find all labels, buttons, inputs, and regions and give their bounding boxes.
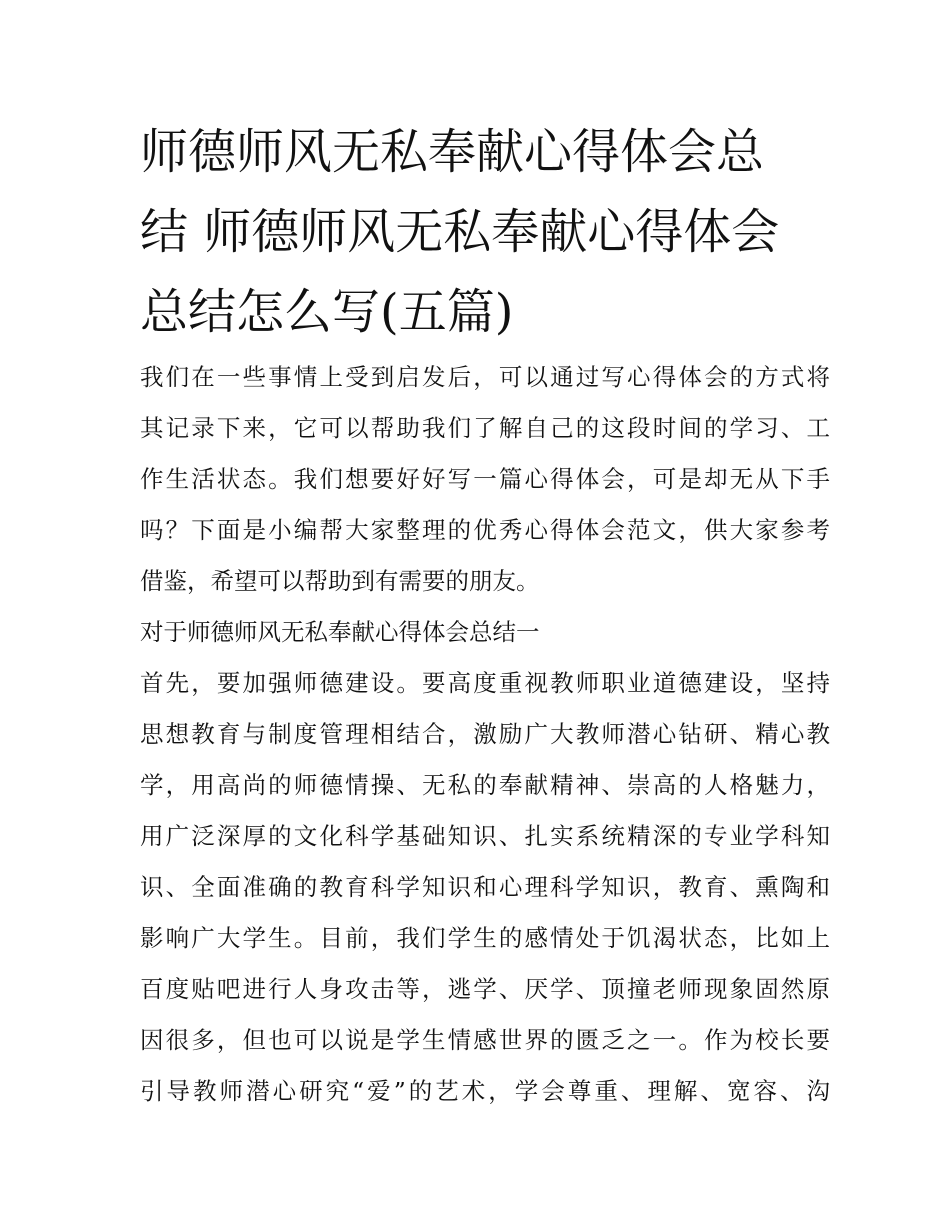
text-line: 作生活状态。我们想要好好写一篇心得体会，可是却无从下手 <box>140 465 830 493</box>
document-title <box>140 112 830 352</box>
text-line: 因很多，但也可以说是学生情感世界的匮乏之一。作为校长要 <box>140 1026 830 1054</box>
text-line: 用广泛深厚的文化科学基础知识、扎实系统精深的专业学科知 <box>140 822 830 850</box>
title-line: 总结怎么写(五篇) <box>140 284 514 340</box>
text-line: 思想教育与制度管理相结合，激励广大教师潜心钻研、精心教 <box>140 720 830 748</box>
text-line: 首先，要加强师德建设。要高度重视教师职业道德建设，坚持 <box>140 669 830 697</box>
text-line: 吗？下面是小编帮大家整理的优秀心得体会范文，供大家参考 <box>140 516 830 544</box>
text-line: 学，用高尚的师德情操、无私的奉献精神、崇高的人格魅力， <box>140 771 830 799</box>
text-line: 借鉴，希望可以帮助到有需要的朋友。 <box>140 567 540 595</box>
intro-paragraph <box>140 352 830 607</box>
text-line: 影响广大学生。目前，我们学生的感情处于饥渴状态，比如上 <box>140 924 830 952</box>
document-body <box>140 352 830 1117</box>
body-paragraph <box>140 658 830 1117</box>
section-heading <box>140 607 830 658</box>
text-line: 其记录下来，它可以帮助我们了解自己的这段时间的学习、工 <box>140 414 830 442</box>
text-line: 引导教师潜心研究“爱”的艺术，学会尊重、理解、宽容、沟 <box>140 1077 830 1105</box>
title-line: 结 师德师风无私奉献心得体会 <box>140 204 780 260</box>
text-line: 识、全面准确的教育科学知识和心理科学知识，教育、熏陶和 <box>140 873 830 901</box>
title-line: 师德师风无私奉献心得体会总 <box>140 124 765 180</box>
section-heading-text: 对于师德师风无私奉献心得体会总结一 <box>140 618 540 646</box>
text-line: 我们在一些事情上受到启发后，可以通过写心得体会的方式将 <box>140 363 830 391</box>
text-line: 百度贴吧进行人身攻击等，逃学、厌学、顶撞老师现象固然原 <box>140 975 830 1003</box>
